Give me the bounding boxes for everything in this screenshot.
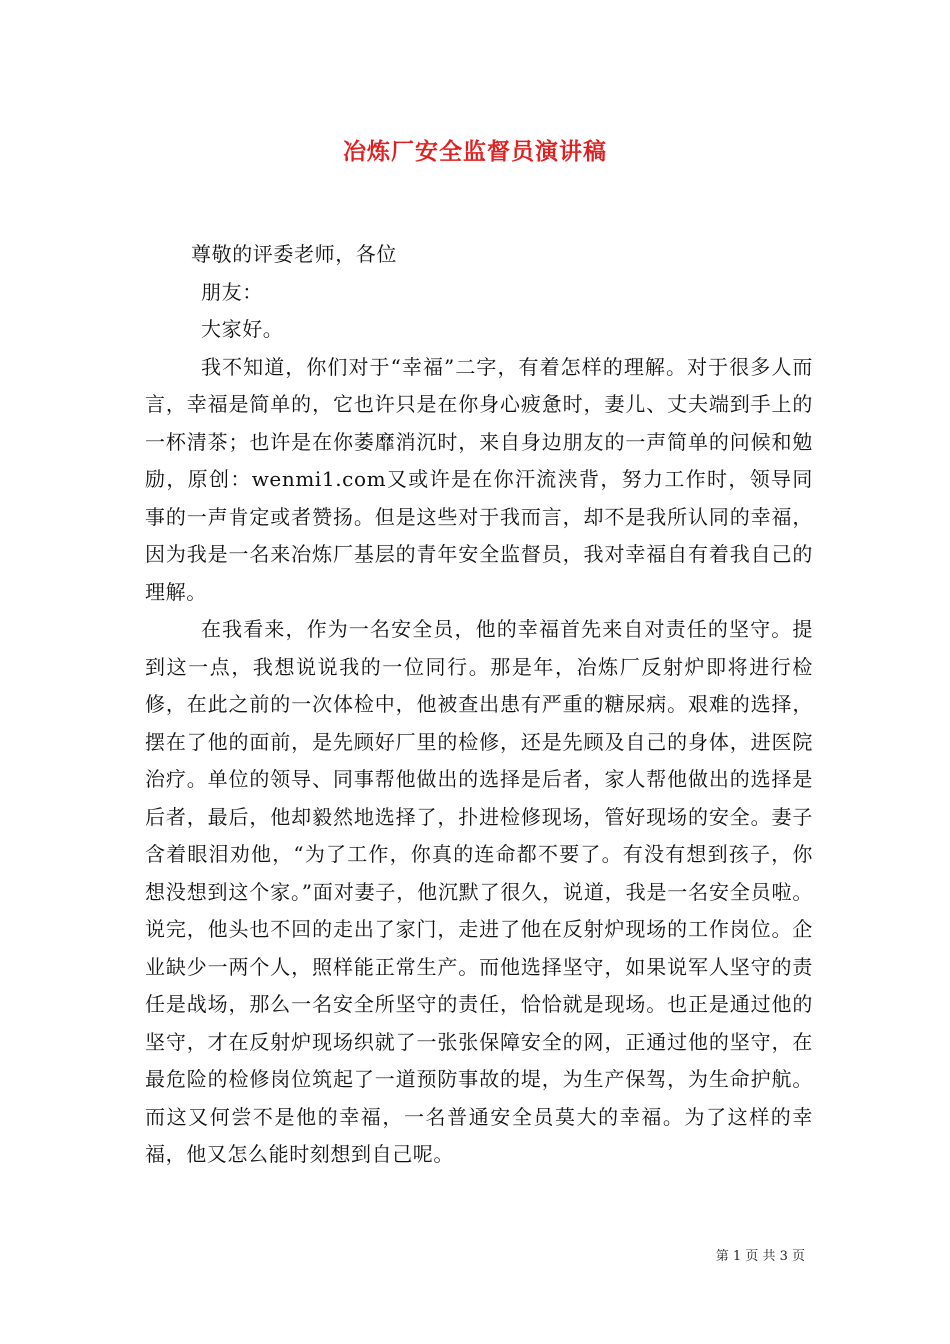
salutation-line-2: 朋友： [201,279,263,304]
salutation-line-1: 尊敬的评委老师，各位 [191,242,397,266]
document-body [145,236,813,1174]
page-number: 第 1 页 共 3 页 [715,1249,805,1264]
paragraph-1: 我不知道，你们对于“幸福”二字，有着怎样的理解。对于很多人而言，幸福是简单的，它也许只是在你身心疲惫时，妻儿、丈夫端到手上的一杯清茶；也许是在你萎靡消沉时，来自身边朋友的一声简单的问候和勉励，原创：wenmi1.com又或许是在你汗流浃背，努力工作时，领导同事的一声肯定或者赞扬。但是这些对于我而言，却不是我所认同的幸福，因为我是一名来冶炼厂基层的青年安全监督员，我对幸福自有着我自己的理解。 [145,354,813,604]
paragraph-2: 在我看来，作为一名安全员，他的幸福首先来自对责任的坚守。提到这一点，我想说说我的一位同行。那是年，冶炼厂反射炉即将进行检修，在此之前的一次体检中，他被查出患有严重的糖尿病。艰难的选择，摆在了他的面前，是先顾好厂里的检修，还是先顾及自己的身体，进医院治疗。单位的领导、同事帮他做出的选择是后者，家人帮他做出的选择是后者，最后，他却毅然地选择了，扑进检修现场，管好现场的安全。妻子含着眼泪劝他，“为了工作，你真的连命都不要了。有没有想到孩子，你想没想到这个家。”面对妻子，他沉默了很久，说道，我是一名安全员啦。说完，他头也不回的走出了家门，走进了他在反射炉现场的工作岗位。企业缺少一两个人，照样能正常生产。而他选择坚守，如果说军人坚守的责任是战场，那么一名安全所坚守的责任，恰恰就是现场。也正是通过他的坚守，才在反射炉现场织就了一张张保障安全的网，正通过他的坚守，在最危险的检修岗位筑起了一道预防事故的堤，为生产保驾，为生命护航。而这又何尝不是他的幸福，一名普通安全员莫大的幸福。为了这样的幸福，他又怎么能时刻想到自己呢。 [145,617,813,1166]
document-title: 冶炼厂安全监督员演讲稿 [343,138,607,165]
greeting: 大家好。 [201,317,284,341]
